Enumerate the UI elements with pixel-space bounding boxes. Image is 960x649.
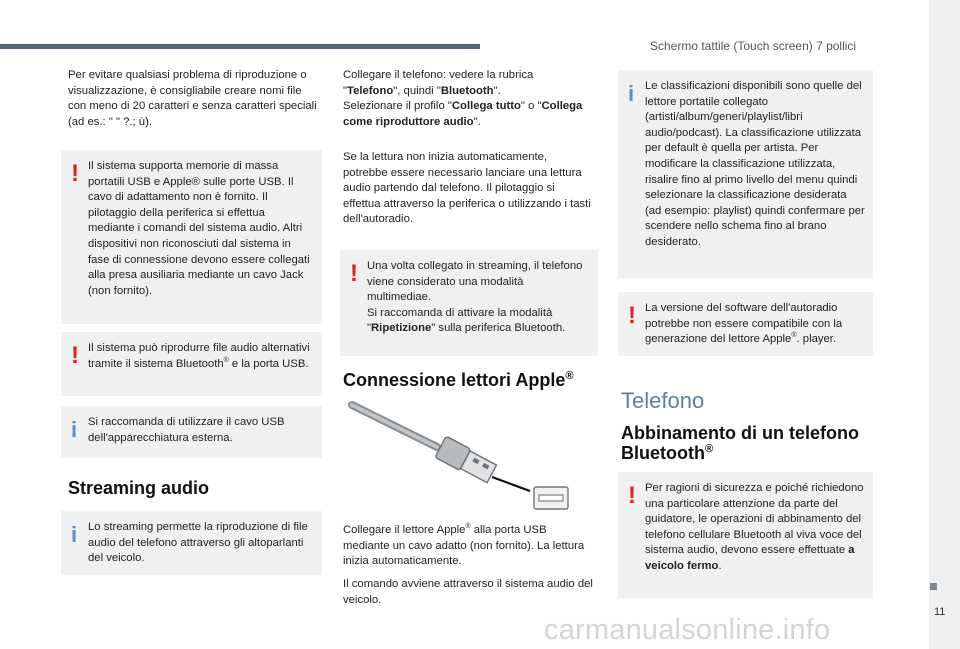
warning-icon: !: [628, 482, 636, 509]
warning-text: Per ragioni di sicurezza e poiché richiedono una particolare attenzione da parte del guidatore, le operazioni di abbinamento del telefono cellulare Bluetooth al viva voce del sistema audio, devono essere effettuate a veicolo fermo.: [645, 482, 864, 572]
warning-icon: !: [71, 342, 79, 369]
warning-box-pairing: [618, 472, 873, 598]
info-box-streaming: [61, 511, 322, 575]
info-icon: i: [71, 417, 78, 442]
warning-text: Il sistema può riprodurre file audio alternativi tramite il sistema Bluetooth® e la porta USB.: [88, 342, 310, 370]
page-header-title: Schermo tattile (Touch screen) 7 pollici: [650, 39, 857, 53]
info-box-classifications: [618, 70, 873, 278]
info-text: Lo streaming permette la riproduzione di file audio del telefono attraverso gli altoparlanti del veicolo.: [88, 521, 308, 565]
usb-cable-illustration: [342, 395, 592, 515]
warning-icon: !: [628, 302, 636, 329]
info-icon: i: [628, 81, 635, 106]
page-number: 11: [934, 606, 946, 618]
header-rule: [0, 44, 480, 49]
warning-box-bluetooth: [61, 332, 322, 396]
warning-icon: !: [350, 260, 358, 287]
intro-paragraph: Per evitare qualsiasi problema di riproduzione o visualizzazione, è consigliabile creare nomi file con meno di 20 caratteri e senza caratteri speciali (ad es.: " " ?.; ù).: [68, 69, 317, 128]
info-icon: i: [71, 522, 78, 547]
warning-text: Il sistema supporta memorie di massa portatili USB e Apple® sulle porte USB. Il cavo di adattamento non è fornito. Il pilotaggio della periferica si effettua mediante i comandi del sistema audio. Altri dispositivi non riconosciuti dal sistema in fase di connessione devono essere collegati alla presa ausiliaria mediante un cavo Jack (non fornito).: [88, 160, 310, 297]
warning-text: La versione del software dell'autoradio potrebbe non essere compatibile con la generazione del lettore Apple®. player.: [645, 302, 843, 346]
warning-box-usb: [61, 150, 322, 324]
side-tab: [929, 0, 960, 649]
info-box-cable: [61, 406, 322, 458]
warning-box-software: [618, 292, 873, 356]
warning-icon: !: [71, 160, 79, 187]
info-text: Le classificazioni disponibili sono quelle del lettore portatile collegato (artisti/album/generi/playlist/libri audio/podcast). La classificazione utilizzata per default è quella per artista. Per modificare la classificazione utilizzata, risalire fino al primo livello del menu quindi selezionare la classificazione desiderata (ad esempio: playlist) quindi confermare per scendere nello schema fino al brano desiderato.: [645, 80, 865, 248]
connect-phone-paragraph: Collegare il telefono: vedere la rubrica "Telefono", quindi "Bluetooth". Selezionare il profilo "Collega tutto" o "Collega come riproduttore audio".: [343, 69, 583, 128]
heading-bluetooth-pairing: Abbinamento di un telefono Bluetooth®: [621, 423, 859, 463]
info-text: Si raccomanda di utilizzare il cavo USB dell'apparecchiatura esterna.: [88, 416, 285, 444]
control-paragraph: Il comando avviene attraverso il sistema audio del veicolo.: [343, 578, 593, 606]
connect-apple-paragraph: Collegare il lettore Apple® alla porta USB mediante un cavo adatto (non fornito). La lettura inizia automaticamente.: [343, 523, 585, 568]
heading-apple-connection: Connessione lettori Apple®: [343, 370, 574, 390]
section-title-telefono: Telefono: [621, 388, 705, 413]
heading-streaming-audio: Streaming audio: [68, 478, 210, 498]
warning-box-streaming: [340, 250, 598, 356]
playback-paragraph: Se la lettura non inizia automaticamente, potrebbe essere necessario lanciare una lettura audio partendo dal telefono. Il pilotaggio si effettua attraverso la periferica o utilizzando i tasti dell'autoradio.: [343, 151, 591, 226]
watermark: carmanualsonline.info: [544, 614, 831, 646]
section-marker: [930, 583, 937, 590]
warning-text: Una volta collegato in streaming, il telefono viene considerato una modalità multimediae. Si raccomanda di attivare la modalità "Ripetizione" sulla periferica Bluetooth.: [367, 260, 583, 335]
